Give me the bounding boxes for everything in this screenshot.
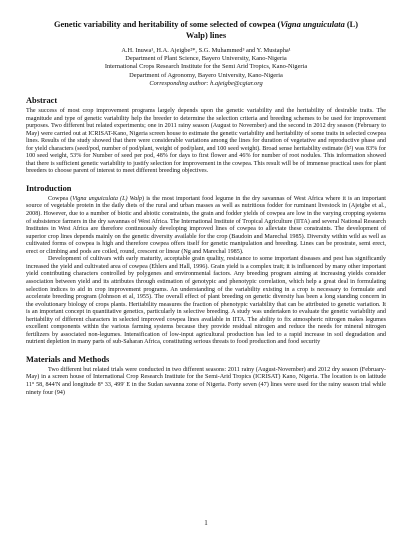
introduction-paragraph-1: [26, 196, 386, 256]
title-suffix: (L) Walp) lines: [185, 20, 359, 40]
intro-p1-species: Vigna unguiculata (L) Walp: [72, 195, 143, 202]
corresponding-author: [26, 80, 386, 88]
affiliation-2: International Crops Research Institute for the Semi Arid Tropics, Kano-Nigeria: [104, 63, 308, 71]
author-names: A.H. Inuwa¹, H.A. Ajeigbe²*, S.G. Muhammed³ and Y. Mustapha¹: [121, 47, 291, 54]
introduction-heading: Introduction: [26, 183, 72, 193]
intro-p1-rest: ) is the most important food legume in the dry savannas of West Africa where it is an important source of vegetable protein in the daily diets of the rural and urban masses as well as nutritious fodder for ruminant livestock in (Ajeigbe et al., 2008). However, due to a number of biotic and abiotic constraints, the grain and fodder yields of cowpea are low in the varying cropping systems of subsistence farmers in the dry savannas of West Africa. The International Institute of Tropical Agriculture (IITA) and several National Research Institutes in West Africa are therefore continuously developing improved lines of cowpea to alleviate these constraints. The development of superior crop lines depends mainly on the genetic diversity available for the crop (Baudoin and Marechal 1985). Diversity within wild as well as cultivated forms of cowpea is high and therefore cowpea offers itself for genetic manipulation and breeding. Lines can be prostrate, semi erect, erect or climbing and pods are coiled, round, crescent or linear (Ng and Marechal 1985).: [26, 195, 386, 255]
abstract-text: The success of most crop improvement programs largely depends upon the genetic variability and the heritability of desirable traits. The magnitude and type of genetic variability help the breeder to determine the selection criteria and breeding schemes to be used for improvement purposes. Two different but related experiments; one in 2011 rainy season (August to November) and the second in 2012 dry season (February to May) were carried out at ICRISAT-Kano, Nigeria screen house to estimate the genetic variability and heritability of some traits in selected cowpea lines. Results of the study showed that there were considerable variations among the lines for duration of vegetative and reproductive phase and for yield characters (seed/pod, number of pod/plant, weight of pod/plant, and 100 seed weight). Broad sense heritability estimate (h²) was 83% for 100 seed weight, 53% for Number of seed per pod, 48% for days to first flower and 46% for number of root nodules. This information showed that there is sufficient genetic variability to justify selection for improvement in the cowpea. This result will be of immense practical uses for plant breeders to choose parent of interest to meet different breeding objectives.: [26, 108, 386, 175]
abstract-heading: Abstract: [26, 96, 58, 106]
affiliation-1: Department of Plant Science, Bayero University, Kano-Nigeria: [125, 55, 287, 63]
title-species: Vigna unguiculata: [280, 20, 345, 29]
author-block: [26, 47, 386, 88]
methods-paragraph-1: Two different but related trials were conducted in two different seasons: 2011 rainy (August-November) and 2012 dry season (February-May) in a screen house of International Crop Research Institute for the Semi-Arid Tropics (ICRISAT) Kano, Nigeria. The location is on latitude 11° 58, 844′N and longitude 8° 33, 499′ E in the Sudan savanna zone of Nigeria. Forty seven (47) lines were used for the rainy season trial while ninety four (94): [26, 366, 386, 396]
introduction-paragraph-2: Development of cultivars with early maturity, acceptable grain quality, resistance to some important diseases and pest has significantly increased the yield and cultivated area of cowpea (Ehlers and Hall, 1996). Grain yield is a complex trait; it is influenced by many other important yield contributing characters controlled by polygenes and environmental factors. Any breeding program aiming at increasing yields consider association between yield and its attributes through estimation of genotypic and phenotypic correlation, which help a great deal in formulating selection indices to aid in crop improvement programs. An understanding of the variability existing in a crop is necessary to formulate and accelerate breeding program (Johnson et al, 1955). The overall effect of plant breeding on genetic diversity has been a long standing concern in the evolutionary biology of crops plants. Heritability measures the fraction of phenotypic variability that can be attributed to genetic variation. It is an important concept in quantitative genetics, particularly in selective breeding. A study was undertaken to evaluate the genetic variability and heritability of different characters in selected improved cowpea lines available in IITA. The ability to fix atmospheric nitrogen makes legumes excellent components within the various farming systems because they provide residual nitrogen and reduce the needs for mineral nitrogen fertilizers by associated non-legumes. Intensification of low-input agricultural production has led to a rapid increase in soil degradation and nutrient depletion in many parts of sub-Saharan Africa, constituting serious threats to food production and food security: [26, 256, 386, 346]
methods-heading: Materials and Methods: [26, 354, 110, 364]
intro-p1-start: Cowpea (: [48, 195, 73, 202]
paper-title: [46, 20, 366, 41]
corresponding-author-text: Corresponding author: h.ajeigbe@cgiar.org: [149, 79, 263, 87]
affiliation-3: Department of Agronomy, Bayero University, Kano-Nigeria: [129, 71, 283, 79]
page-number: 1: [204, 519, 208, 527]
title-prefix: Genetic variability and heritability of some selected of cowpea (: [53, 20, 281, 29]
